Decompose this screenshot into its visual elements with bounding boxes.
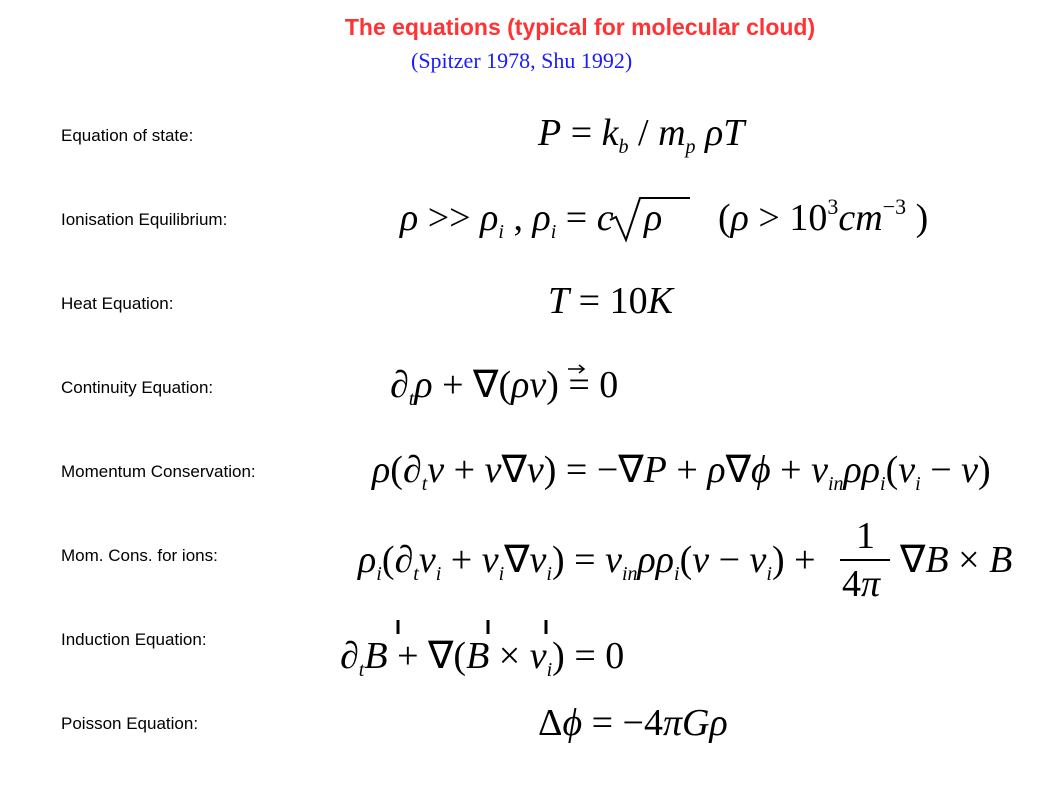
- svg-text:∂tρ + ∇(ρv) = 0: $\partial_t\rho + \nabla(\rho v) = 0$: [390, 364, 619, 410]
- equation-label-poisson: Poisson Equation:: [61, 714, 199, 733]
- svg-text:1: 1: [856, 515, 875, 557]
- equation-heat-formula: [548, 273, 728, 333]
- page-title: The equations (typical for molecular cloud): [344, 14, 816, 40]
- equation-label-ionisation: Ionisation Equilibrium:: [61, 210, 228, 229]
- equation-ion-momentum-formula: [358, 510, 1018, 605]
- svg-text:(ρ > 103cm−3 ): ($\rho > 10^3cm^{-3}$ ): [718, 194, 929, 239]
- svg-text:ρ: ρ: [644, 197, 663, 239]
- equation-label-ion-momentum: Mom. Cons. for ions:: [61, 546, 218, 565]
- equation-label-state: Equation of state:: [61, 126, 194, 145]
- svg-text:Δϕ = −4πGρ: Δϕ = −4πGρ: [538, 702, 728, 744]
- equation-poisson-formula: [538, 695, 758, 755]
- equation-label-momentum: Momentum Conservation:: [61, 462, 256, 481]
- svg-text:P = kb / mp ρT: $P = k_b / m_p$ ρT: [538, 112, 745, 158]
- svg-text:∇B × B: ∇B × B: [900, 539, 1013, 581]
- equation-ionisation-formula: [400, 190, 960, 250]
- equation-continuity-formula: [390, 357, 650, 417]
- equation-state-formula: [538, 105, 778, 165]
- svg-text:T = 10K: T = 10K: [548, 280, 673, 322]
- svg-text:ρi(∂tvi + vi∇vi) = νinρρi(v −: $\rho_i(\partial_tv_i + v_i\nabla v_i) = \nu_{in}\rho\rho_i(v - v_i)$ +: [358, 539, 816, 585]
- equation-momentum-formula: [372, 438, 1052, 502]
- equation-label-heat: Heat Equation:: [61, 294, 174, 313]
- svg-text:∂tB + ∇(B × vi) = 0: $\partial_tB + \nabla(B \times v_i) = 0$: [340, 635, 625, 681]
- page-subtitle: (Spitzer 1978, Shu 1992): [411, 48, 633, 73]
- equation-label-induction: Induction Equation:: [61, 630, 207, 649]
- svg-text:4π: 4π: [842, 563, 881, 605]
- svg-text:ρ >> ρi , ρi = c: $\rho >> \rho_i$ , $\rho_i = c$: [400, 197, 614, 243]
- equation-label-continuity: Continuity Equation:: [61, 378, 214, 397]
- svg-text:ρ(∂tv + v∇v) = −∇P + ρ∇ϕ + νin: $\rho(\partial_tv + v\nabla v) = -\nabla P + \rho\nabla\phi + \nu_{in}\rho\rho_i(v_i - v)$: [372, 449, 991, 495]
- equation-induction-formula: [340, 612, 660, 682]
